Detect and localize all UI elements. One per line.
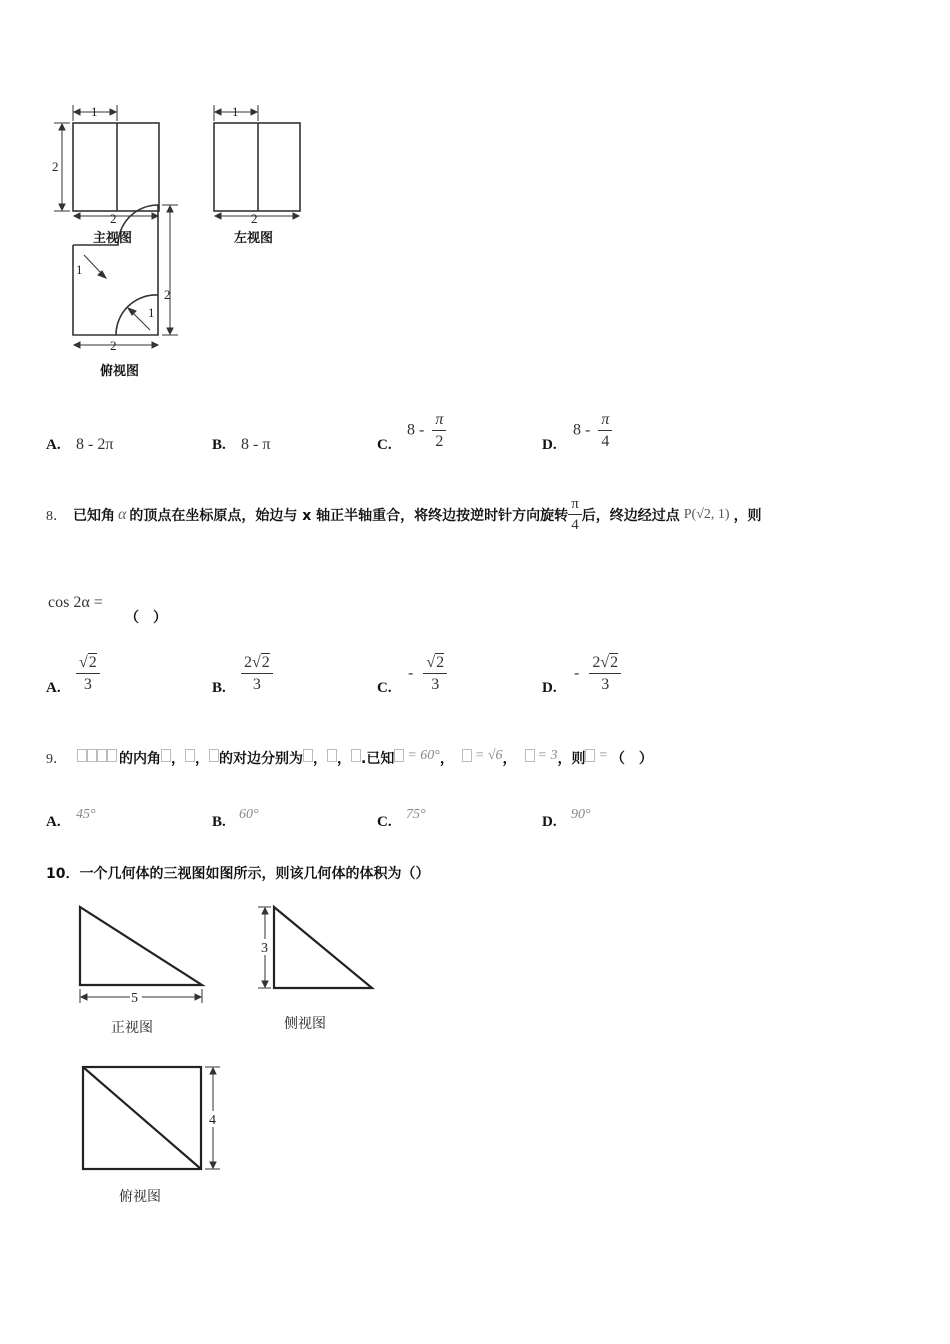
dim-label: 2: [251, 211, 258, 226]
front-view-rect: [73, 123, 159, 211]
q9-option-c-value: 75°: [406, 807, 426, 822]
q8-option-d-value: - $\frac{2√2}{3}$: [574, 655, 621, 693]
q7-option-d-value: 8 - $\frac{\pi}{4}$: [573, 412, 612, 450]
q10-figure: [60, 895, 390, 1195]
q8-option-c-value: - $\frac{√2}{3}$: [408, 655, 447, 693]
q9-stem: 9． 的内角 ， ， 的对边分别为 ， ， .已知 = 60° ， = √6 ， = 3 ，则 = （ ）: [46, 748, 653, 767]
dim-label: 2: [110, 211, 117, 226]
q9-option-d-label: D.: [542, 814, 557, 830]
q8-stem: 8． 已知角 α 的顶点在坐标原点，始边与 x 轴正半轴重合，将终边按逆时针方向旋转 $\frac{\pi}{4}$ 后，终边经过点 P(√2, 1) ，则: [46, 496, 762, 533]
dim-label: 1: [91, 104, 98, 119]
dim-label: 1: [76, 262, 83, 277]
q7-figure: [40, 95, 330, 385]
q8-blank: （ ）: [125, 610, 167, 626]
q9-option-a-label: A.: [46, 814, 61, 830]
left-view-rect: [214, 123, 300, 211]
q9-option-b-label: B.: [212, 814, 226, 830]
dim-label: 3: [261, 941, 268, 956]
q7-option-a-label: A.: [46, 437, 61, 453]
dim-label: 2: [52, 159, 59, 174]
caption-left-view: 左视图: [234, 231, 274, 246]
caption-top-view-2: 俯视图: [119, 1189, 161, 1205]
q8-option-c-label: C.: [377, 680, 392, 696]
q8-option-b-value: $\frac{2√2}{3}$: [241, 655, 273, 693]
q8-option-a-label: A.: [46, 680, 61, 696]
q7-option-a-value: 8 - 2π: [76, 436, 114, 453]
caption-front-view-2: 正视图: [111, 1020, 153, 1036]
q7-option-b-value: 8 - π: [241, 436, 271, 453]
q10-stem: 10．一个几何体的三视图如图所示，则该几何体的体积为（）: [46, 866, 430, 882]
dim-label: 5: [131, 991, 138, 1006]
dim-label: 1: [148, 305, 155, 320]
dim-label: 2: [164, 287, 171, 302]
caption-top-view: 俯视图: [100, 364, 140, 379]
q9-option-a-value: 45°: [76, 807, 96, 822]
q9-option-c-label: C.: [377, 814, 392, 830]
q7-option-c-value: 8 - $\frac{\pi}{2}$: [407, 412, 446, 450]
caption-front-view: 主视图: [93, 231, 133, 246]
dim-label: 1: [232, 104, 239, 119]
front-view-triangle: [80, 907, 202, 985]
q8-expression: cos 2α =: [48, 594, 103, 611]
caption-side-view: 侧视图: [284, 1016, 326, 1032]
q9-option-b-value: 60°: [239, 807, 259, 822]
q7-option-d-label: D.: [542, 437, 557, 453]
q8-option-a-value: $\frac{√2}{3}$: [76, 655, 100, 693]
q7-option-b-label: B.: [212, 437, 226, 453]
q8-option-b-label: B.: [212, 680, 226, 696]
q9-option-d-value: 90°: [571, 807, 591, 822]
dim-label: 4: [209, 1113, 216, 1128]
q8-option-d-label: D.: [542, 680, 557, 696]
dim-label: 2: [110, 338, 117, 353]
side-view-triangle: [274, 907, 372, 988]
q7-option-c-label: C.: [377, 437, 392, 453]
